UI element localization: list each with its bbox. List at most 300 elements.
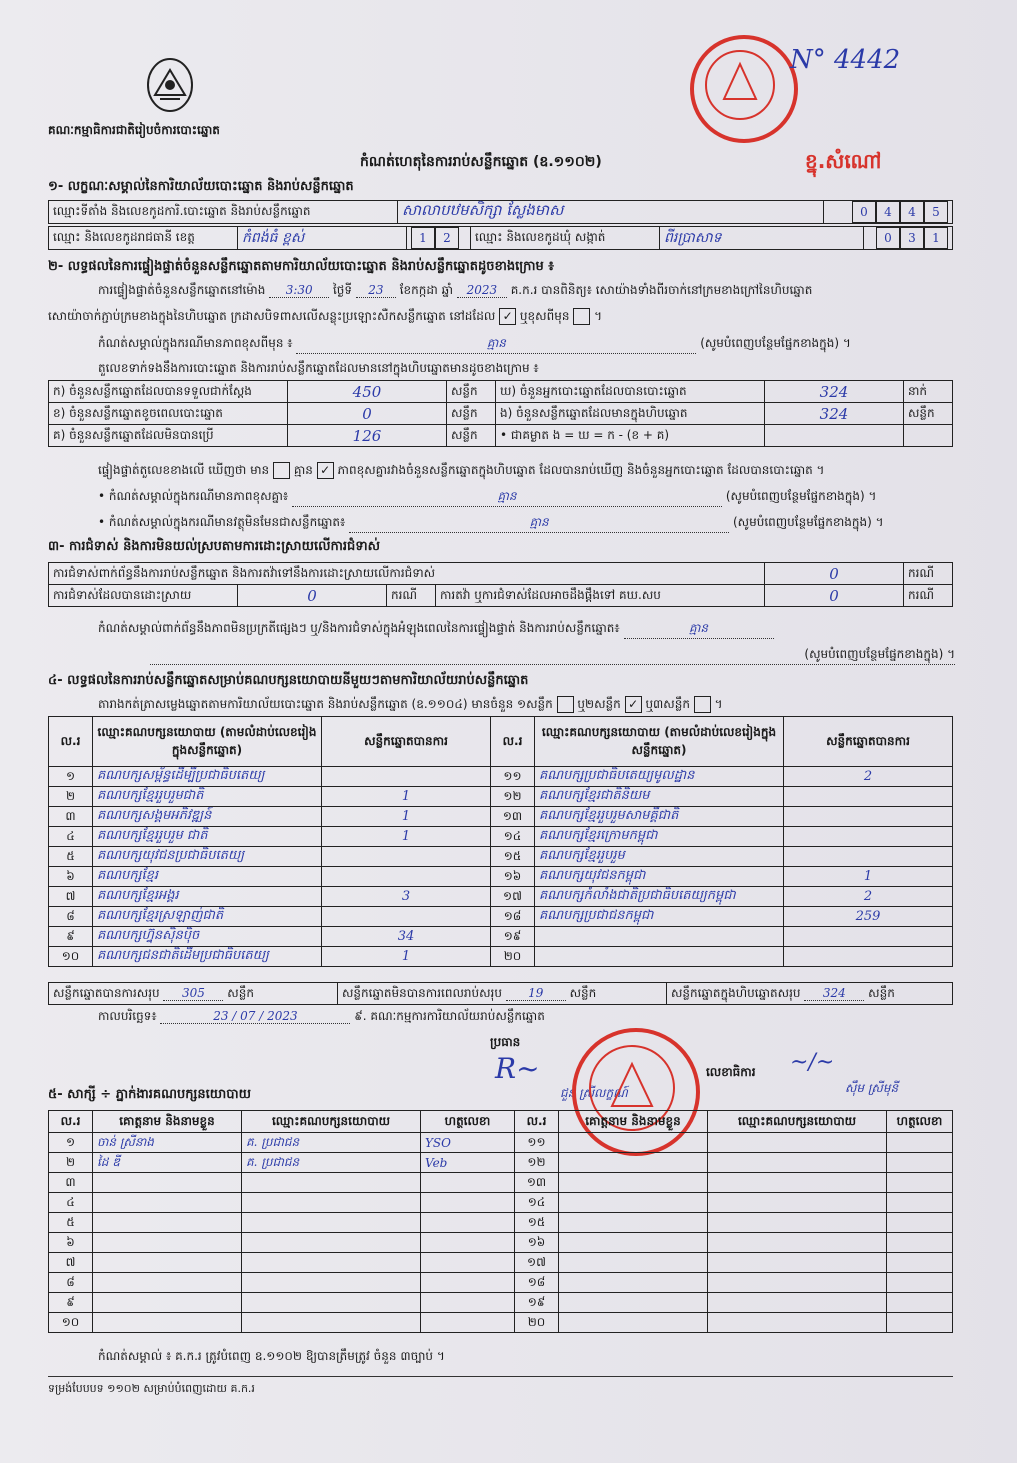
col-no-header: ល.រ bbox=[515, 1111, 559, 1133]
row-number: ១២ bbox=[491, 787, 535, 807]
row-number: ១០ bbox=[49, 947, 93, 967]
witness-name bbox=[559, 1233, 708, 1253]
bullet1-line bbox=[98, 488, 958, 507]
vote-count bbox=[784, 807, 953, 827]
note1-label: កំណត់សម្គាល់ក្នុងករណីមានភាពខុសពីមុន ៖ bbox=[98, 336, 293, 350]
s3-note-continuation bbox=[150, 646, 955, 665]
col-no-header: ល.រ bbox=[491, 717, 535, 767]
three-sheet-checkbox[interactable] bbox=[694, 696, 711, 713]
row-number: ១៨ bbox=[515, 1273, 559, 1293]
verification-day: 23 bbox=[356, 283, 396, 298]
table-row bbox=[49, 827, 953, 847]
row-number: ៥ bbox=[49, 847, 93, 867]
row-number: ១៣ bbox=[491, 807, 535, 827]
verification-year: 2023 bbox=[457, 283, 507, 298]
office-code-digit: 5 bbox=[924, 201, 948, 223]
unit-label: សន្លឹក bbox=[447, 425, 496, 447]
party-name: គណបក្សយុវជនកម្ពុជា bbox=[535, 867, 784, 887]
witness-party bbox=[708, 1133, 887, 1153]
witness-signature bbox=[887, 1273, 953, 1293]
unit-label: នាក់ bbox=[904, 381, 953, 403]
bullet2-line bbox=[98, 514, 958, 533]
witness-signature bbox=[887, 1153, 953, 1173]
figures-row bbox=[49, 381, 953, 403]
row-number: ១២ bbox=[515, 1153, 559, 1173]
witness-party bbox=[242, 1233, 421, 1253]
office-code-digit: 4 bbox=[876, 201, 900, 223]
table-row bbox=[49, 1173, 953, 1193]
witness-name: ចាន់ ស្រីនាង bbox=[93, 1133, 242, 1153]
bullet1-value: គ្មាន bbox=[292, 488, 722, 507]
party-name: គណបក្សហ្វ៊ុនស៊ិនប៉ិច bbox=[93, 927, 322, 947]
table-row bbox=[49, 1153, 953, 1173]
col-party-header: ឈ្មោះគណបក្សនយោបាយ (តាមលំដាប់លេខរៀងក្នុងសន្លឹកឆ្នោត) bbox=[535, 717, 784, 767]
table-row bbox=[49, 847, 953, 867]
figure-label: ក) ចំនួនសន្លឹកឆ្នោតដែលបានទទួលជាក់ស្តែង bbox=[49, 381, 288, 403]
unit-label: សន្លឹក bbox=[868, 985, 895, 1000]
vote-count bbox=[784, 947, 953, 967]
party-name: គណបក្សខ្មែរ bbox=[93, 867, 322, 887]
table-row bbox=[49, 1213, 953, 1233]
row-number: ២០ bbox=[515, 1313, 559, 1333]
figures-table bbox=[48, 380, 953, 447]
date-value: 23 / 07 / 2023 bbox=[160, 1009, 350, 1024]
vote-count: 259 bbox=[784, 907, 953, 927]
verification-text: ការផ្ទៀងផ្ទាត់ចំនួនសន្លឹកឆ្នោតនៅម៉ោង bbox=[98, 283, 266, 297]
witness-name bbox=[93, 1313, 242, 1333]
witness-name bbox=[559, 1153, 708, 1173]
party-name: គណបក្សសម្ព័ន្ធដើម្បីប្រជាធិបតេយ្យ bbox=[93, 767, 322, 787]
row-number: ៤ bbox=[49, 1193, 93, 1213]
witness-signature bbox=[887, 1313, 953, 1333]
note1-value: គ្មាន bbox=[296, 335, 696, 354]
witness-name bbox=[93, 1193, 242, 1213]
witness-party: គ. ប្រជាជន bbox=[242, 1153, 421, 1173]
witness-party bbox=[708, 1153, 887, 1173]
row-number: ៩ bbox=[49, 1293, 93, 1313]
witness-signature bbox=[421, 1293, 515, 1313]
party-name: គណបក្សកំលាំងជាតិប្រជាធិបតេយ្យកម្ពុជា bbox=[535, 887, 784, 907]
vote-count bbox=[784, 827, 953, 847]
seal-check-text: សោយ៉ាចាក់ភ្ជាប់ក្រមខាងក្នុងនៃហិបឆ្នោត ក្រដាសបិទពាសលើសន្លុះប្រឡោះសឺកសន្លឹកឆ្នោត នៅដដែល bbox=[48, 309, 496, 323]
witness-signature bbox=[887, 1133, 953, 1153]
unit-label: ករណី bbox=[904, 585, 953, 607]
table-row bbox=[49, 1233, 953, 1253]
office-label: ឈ្មោះទីតាំង និងលេខកូដការិ.បោះឆ្នោត និងរាប់សន្លឹកឆ្នោត bbox=[49, 201, 398, 224]
vote-count bbox=[322, 847, 491, 867]
witness-signature bbox=[887, 1233, 953, 1253]
vote-count: 1 bbox=[322, 947, 491, 967]
compare-text: ភាពខុសគ្នារវាងចំនួនសន្លឹកឆ្នោតក្នុងហិបឆ្នោត ដែលបានរាប់ឃើញ និងចំនួនអ្នកបោះឆ្នោត ដែលបានបោះឆ្នោត ។ bbox=[337, 463, 825, 477]
section1-table bbox=[48, 200, 953, 224]
figure-value: 126 bbox=[288, 425, 447, 447]
tally-sheets-line: តារាងកត់ត្រាសម្លេងឆ្នោតតាមការិយាល័យបោះឆ្នោត និងរាប់សន្លឹកឆ្នោត (ឧ.១១០៤) មានចំនួន ១សន្លឹក ឬ២សន្លឹក ✓ ឬ៣សន្លឹក ។ bbox=[98, 697, 723, 711]
compare-line bbox=[98, 462, 958, 480]
witness-name bbox=[93, 1213, 242, 1233]
appeal-label: ការតវ៉ា ឬការជំទាស់ដែលអាចដឹងផ្ដឹងទៅ គឃ.សប bbox=[436, 585, 765, 607]
table-row bbox=[49, 907, 953, 927]
party-name: គណបក្សខ្មែរស្រឡាញ់ជាតិ bbox=[93, 907, 322, 927]
total-invalid-value: 19 bbox=[506, 986, 566, 1001]
emblem-logo bbox=[135, 55, 205, 115]
col-name-header: គោត្តនាម និងនាមខ្លួន bbox=[559, 1111, 708, 1133]
witness-signature bbox=[421, 1173, 515, 1193]
total-invalid-cell bbox=[338, 983, 667, 1005]
province-code-digit: 2 bbox=[435, 227, 459, 249]
figure-label: ឃ) ចំនួនអ្នកបោះឆ្នោតដែលបានបោះឆ្នោត bbox=[496, 381, 765, 403]
party-name: គណបក្សខ្មែររួបរួម ជាតិ bbox=[93, 827, 322, 847]
witness-signature bbox=[887, 1173, 953, 1193]
witness-signature bbox=[421, 1193, 515, 1213]
section4-heading: ៤- លទ្ធផលនៃការរាប់សន្លឹកឆ្នោតសម្រាប់គណបក្សនយោបាយនីមួយៗតាមការិយាល័យរាប់សន្លឹកឆ្នោត bbox=[48, 673, 529, 688]
witness-name bbox=[93, 1253, 242, 1273]
two-sheet-checkbox[interactable]: ✓ bbox=[625, 696, 642, 713]
vote-count: 1 bbox=[322, 807, 491, 827]
party-name: គណបក្សខ្មែរអង្គរ bbox=[93, 887, 322, 907]
figure-label: ង) ចំនួនសន្លឹកឆ្នោតដែលមានក្នុងហិបឆ្នោត bbox=[496, 403, 765, 425]
row-number: ២ bbox=[49, 787, 93, 807]
commune-label: ឈ្មោះ និងលេខកូដឃុំ សង្កាត់ bbox=[471, 227, 660, 250]
row-number: ១៣ bbox=[515, 1173, 559, 1193]
party-name: គណបក្សខ្មែររួបរួមសាមគ្គីជាតិ bbox=[535, 807, 784, 827]
resolved-label: ការជំទាស់ដែលបានដោះស្រាយ bbox=[49, 585, 238, 607]
note1-line bbox=[98, 335, 958, 354]
fill-hint: (សូមបំពេញបន្ថែមផ្នែកខាងក្នុង) ។ bbox=[732, 515, 884, 529]
office-code-digit: 0 bbox=[852, 201, 876, 223]
commune-code-digit: 1 bbox=[924, 227, 948, 249]
row-number: ១០ bbox=[49, 1313, 93, 1333]
fill-hint: (សូមបំពេញបន្ថែមផ្នែកខាងក្នុង) ។ bbox=[725, 489, 877, 503]
row-number: ១៦ bbox=[515, 1233, 559, 1253]
witness-name bbox=[559, 1173, 708, 1193]
footer-divider bbox=[48, 1376, 953, 1377]
vote-count bbox=[784, 847, 953, 867]
commune-value: ពីរប្រាសាទ bbox=[660, 227, 864, 250]
col-no-header: ល.រ bbox=[49, 1111, 93, 1133]
page-title: កំណត់ហេតុនៃការរាប់សន្លឹកឆ្នោត (ឧ.១១០២) bbox=[360, 154, 602, 170]
figures-intro: តួលេខទាក់ទងនឹងការបោះឆ្នោត និងការរាប់សន្លឹកឆ្នោតដែលមាននៅក្នុងហិបឆ្នោតមានដូចខាងក្រោម ៖ bbox=[98, 361, 539, 375]
table-row bbox=[49, 787, 953, 807]
row-number: ១៩ bbox=[515, 1293, 559, 1313]
table-row bbox=[49, 1273, 953, 1293]
witness-name bbox=[559, 1133, 708, 1153]
witness-signature bbox=[887, 1193, 953, 1213]
row-number: ១៨ bbox=[491, 907, 535, 927]
table-row bbox=[49, 947, 953, 967]
vote-count bbox=[784, 787, 953, 807]
tally-sheets-text: តារាងកត់ត្រាសម្លេងឆ្នោតតាមការិយាល័យបោះឆ្នោត និងរាប់សន្លឹកឆ្នោត (ឧ.១១០៤) មានចំនួន ១សន្លឹក bbox=[98, 697, 553, 711]
bullet2-label: • កំណត់សម្គាល់ក្នុងករណីមានវត្ថុមិនមែនជាសន្លឹកឆ្នោត៖ bbox=[98, 515, 346, 529]
witness-party bbox=[708, 1213, 887, 1233]
total-box-cell bbox=[667, 983, 953, 1005]
figure-value: 450 bbox=[288, 381, 447, 403]
witness-signature bbox=[421, 1313, 515, 1333]
witness-name bbox=[93, 1273, 242, 1293]
witness-signature bbox=[421, 1233, 515, 1253]
objections-row1-value: 0 bbox=[765, 563, 904, 585]
vote-count bbox=[322, 867, 491, 887]
witness-party bbox=[242, 1213, 421, 1233]
damaged-checkbox[interactable] bbox=[573, 308, 590, 325]
s3-note-label: កំណត់សម្គាល់ពាក់ព័ន្ធនឹងភាពមិនប្រក្រតីផ្សេងៗ ឬ/និងការជំទាស់ក្នុងអំឡុងពេលនៃការផ្ទៀងផ្ទាត់ និងការរាប់សន្លឹកឆ្នោត៖ bbox=[98, 621, 620, 635]
s3-note-value: គ្មាន bbox=[624, 620, 774, 639]
table-row bbox=[49, 1313, 953, 1333]
fill-hint: (សូមបំពេញបន្ថែមផ្នែកខាងក្នុង) ។ bbox=[700, 336, 851, 350]
row-number: ១១ bbox=[515, 1133, 559, 1153]
witness-name bbox=[559, 1293, 708, 1313]
witness-table bbox=[48, 1110, 953, 1333]
party-name bbox=[535, 947, 784, 967]
col-name-header: គោត្តនាម និងនាមខ្លួន bbox=[93, 1111, 242, 1133]
resolved-value: 0 bbox=[238, 585, 387, 607]
fill-hint: (សូមបំពេញបន្ថែមផ្នែកខាងក្នុង) ។ bbox=[804, 647, 955, 661]
total-valid-value: 305 bbox=[163, 986, 223, 1001]
party-name bbox=[535, 927, 784, 947]
witness-party bbox=[708, 1273, 887, 1293]
party-name: គណបក្សខ្មែររួបរួមជាតិ bbox=[93, 787, 322, 807]
row-number: ២០ bbox=[491, 947, 535, 967]
unit-label: សន្លឹក bbox=[447, 403, 496, 425]
unit-label: ករណី bbox=[387, 585, 436, 607]
witness-party bbox=[708, 1233, 887, 1253]
table-row bbox=[49, 1293, 953, 1313]
verification-text: ខែកក្កដា ឆ្នាំ bbox=[399, 283, 454, 297]
table-row bbox=[49, 767, 953, 787]
table-row bbox=[49, 1253, 953, 1273]
row-number: ១ bbox=[49, 1133, 93, 1153]
row-number: ១៦ bbox=[491, 867, 535, 887]
org-name: គណៈកម្មាធិការជាតិរៀបចំការបោះឆ្នោត bbox=[48, 123, 220, 137]
totals-table bbox=[48, 982, 953, 1005]
col-sign-header: ហត្ថលេខា bbox=[421, 1111, 515, 1133]
compare-text: ផ្ទៀងផ្ទាត់តួលេខខាងលើ ឃើញថា មាន bbox=[98, 463, 270, 477]
row-number: ១៧ bbox=[515, 1253, 559, 1273]
row-number: ៣ bbox=[49, 807, 93, 827]
official-seal-stamp bbox=[690, 35, 798, 143]
col-votes-header: សន្លឹកឆ្នោតបានការ bbox=[784, 717, 953, 767]
figure-value: 324 bbox=[765, 403, 904, 425]
row-number: ៩ bbox=[49, 927, 93, 947]
table-row bbox=[49, 927, 953, 947]
stamp-label: ខ្នុ.សំណៅ bbox=[805, 149, 882, 173]
party-name: គណបក្សប្រជាជនកម្ពុជា bbox=[535, 907, 784, 927]
verification-line bbox=[98, 282, 958, 300]
section1-heading: ១- លក្ខណៈសម្គាល់នៃការិយាល័យបោះឆ្នោត និងរាប់សន្លឹកឆ្នោត bbox=[48, 179, 354, 194]
bullet2-value: គ្មាន bbox=[349, 514, 729, 533]
figure-value: 0 bbox=[288, 403, 447, 425]
row-number: ៣ bbox=[49, 1173, 93, 1193]
witness-name bbox=[93, 1293, 242, 1313]
unit-label: ករណី bbox=[904, 563, 953, 585]
witness-party: គ. ប្រជាជន bbox=[242, 1133, 421, 1153]
witness-party bbox=[242, 1173, 421, 1193]
witness-signature: YSO bbox=[421, 1133, 515, 1153]
secretary-signature: ~/~ bbox=[790, 1050, 835, 1075]
difference-no-checkbox[interactable]: ✓ bbox=[317, 462, 334, 479]
col-sign-header: ហត្ថលេខា bbox=[887, 1111, 953, 1133]
table-row bbox=[49, 1133, 953, 1153]
footnote: កំណត់សម្គាល់ ៖ គ.ក.រ ត្រូវបំពេញ ឧ.១១០២ ឱ្យបានត្រឹមត្រូវ ចំនួន ៣ច្បាប់ ។ bbox=[98, 1349, 445, 1363]
party-name: គណបក្សសង្គមអភិវឌ្ឍន៍ bbox=[93, 807, 322, 827]
secretary-label: លេខាធិការ bbox=[706, 1065, 756, 1079]
vote-count: 2 bbox=[784, 887, 953, 907]
section3-heading: ៣- ការជំទាស់ និងការមិនយល់ស្របតាមការដោះស្រាយលើការជំទាស់ bbox=[48, 539, 380, 554]
compare-none-label: គ្មាន bbox=[293, 463, 313, 477]
date-line bbox=[98, 1008, 545, 1026]
section2-heading: ២- លទ្ធផលនៃការផ្ទៀងផ្ទាត់ចំនួនសន្លឹកឆ្នោតតាមការិយាល័យបោះឆ្នោត និងរាប់សន្លឹកឆ្នោតដូចខាងក្រោម ៖ bbox=[48, 259, 554, 274]
unit-label: សន្លឹក bbox=[447, 381, 496, 403]
witness-party bbox=[708, 1253, 887, 1273]
total-box-value: 324 bbox=[804, 986, 864, 1001]
witness-name bbox=[93, 1173, 242, 1193]
commune-code-digit: 0 bbox=[876, 227, 900, 249]
witness-signature bbox=[421, 1273, 515, 1293]
row-number: ១៩ bbox=[491, 927, 535, 947]
party-name: គណបក្សខ្មែរជាតិនិយម bbox=[535, 787, 784, 807]
table-row bbox=[49, 807, 953, 827]
witness-party bbox=[242, 1293, 421, 1313]
witness-party bbox=[242, 1193, 421, 1213]
vote-count: 1 bbox=[784, 867, 953, 887]
row-number: ១៤ bbox=[491, 827, 535, 847]
row-number: ១៧ bbox=[491, 887, 535, 907]
witness-name bbox=[559, 1253, 708, 1273]
witness-name bbox=[93, 1233, 242, 1253]
verification-text: ថ្ងៃទី bbox=[333, 283, 353, 297]
province-label: ឈ្មោះ និងលេខកូដរាជធានី ខេត្ត bbox=[49, 227, 238, 250]
row-number: ៧ bbox=[49, 1253, 93, 1273]
row-number: ៦ bbox=[49, 867, 93, 887]
row-number: ៨ bbox=[49, 1273, 93, 1293]
total-valid-label: សន្លឹកឆ្នោតបានការសរុប bbox=[53, 985, 160, 1000]
witness-name bbox=[559, 1213, 708, 1233]
party-name: គណបក្សខ្មែររួបរួម bbox=[535, 847, 784, 867]
intact-checkbox[interactable]: ✓ bbox=[499, 308, 516, 325]
witness-party bbox=[242, 1273, 421, 1293]
chair-name: ជួន ស្រីលក្ខណ៍ bbox=[560, 1086, 628, 1100]
unit-label: សន្លឹក bbox=[904, 403, 953, 425]
witness-signature bbox=[421, 1253, 515, 1273]
verification-text: គ.ក.រ បានពិនិត្យ៖ សោយ៉ាងទាំងពីរចាក់នៅក្រមខាងក្រៅនៃហិបឆ្នោត bbox=[510, 283, 813, 297]
witness-signature: Veb bbox=[421, 1153, 515, 1173]
vote-count: 34 bbox=[322, 927, 491, 947]
committee-label: ៩. គណៈកម្មការការិយាល័យរាប់សន្លឹកឆ្នោត bbox=[354, 1009, 545, 1023]
col-party-header: ឈ្មោះគណបក្សនយោបាយ bbox=[242, 1111, 421, 1133]
witness-party bbox=[242, 1313, 421, 1333]
row-number: ៥ bbox=[49, 1213, 93, 1233]
appeal-value: 0 bbox=[765, 585, 904, 607]
province-value: កំពង់ធំ ខ្ពស់ bbox=[238, 227, 407, 250]
unit-label: សន្លឹក bbox=[227, 985, 254, 1000]
witness-name: ដៃ ឌី bbox=[93, 1153, 242, 1173]
witness-signature bbox=[887, 1213, 953, 1233]
row-number: ៦ bbox=[49, 1233, 93, 1253]
office-code-digit: 4 bbox=[900, 201, 924, 223]
seal-check-line: សោយ៉ាចាក់ភ្ជាប់ក្រមខាងក្នុងនៃហិបឆ្នោត ក្រដាសបិទពាសលើសន្លុះប្រឡោះសឺកសន្លឹកឆ្នោត នៅដដែល ✓ ឬខុសពីមុន ។ bbox=[48, 309, 602, 323]
figures-row bbox=[49, 425, 953, 447]
total-box-label: សន្លឹកឆ្នោតក្នុងហិបឆ្នោតសរុប bbox=[671, 985, 801, 1000]
col-party-header: ឈ្មោះគណបក្សនយោបាយ (តាមលំដាប់លេខរៀងក្នុងសន្លឹកឆ្នោត) bbox=[93, 717, 322, 767]
results-table bbox=[48, 716, 953, 967]
figures-row bbox=[49, 403, 953, 425]
witness-signature bbox=[421, 1213, 515, 1233]
row-number: ១៤ bbox=[515, 1193, 559, 1213]
objections-row1-label: ការជំទាស់ពាក់ព័ន្ធនឹងការរាប់សន្លឹកឆ្នោត និងការតវ៉ាទៅនឹងការដោះស្រាយលើការជំទាស់ bbox=[49, 563, 765, 585]
figure-label: គ) ចំនួនសន្លឹកឆ្នោតដែលមិនបានប្រើ bbox=[49, 425, 288, 447]
vote-count bbox=[322, 907, 491, 927]
vote-count: 1 bbox=[322, 827, 491, 847]
figure-value: 324 bbox=[765, 381, 904, 403]
table-row bbox=[49, 887, 953, 907]
damaged-label: ឬខុសពីមុន bbox=[519, 309, 570, 323]
table-row bbox=[49, 867, 953, 887]
one-sheet-checkbox[interactable] bbox=[557, 696, 574, 713]
witness-party bbox=[708, 1173, 887, 1193]
row-number: ៤ bbox=[49, 827, 93, 847]
province-code-digit: 1 bbox=[411, 227, 435, 249]
office-value: សាលាបឋមសិក្សា ស្លែងមាស bbox=[398, 201, 824, 224]
total-valid-cell bbox=[49, 983, 338, 1005]
row-number: ១ bbox=[49, 767, 93, 787]
witness-signature bbox=[887, 1293, 953, 1313]
vote-count: 1 bbox=[322, 787, 491, 807]
secretary-name: ស៊ឹម ស្រីមុនី bbox=[845, 1081, 899, 1095]
witness-signature bbox=[887, 1253, 953, 1273]
col-party-header: ឈ្មោះគណបក្សនយោបាយ bbox=[708, 1111, 887, 1133]
witness-party bbox=[708, 1193, 887, 1213]
party-name: គណបក្សយុវជនប្រជាធិបតេយ្យ bbox=[93, 847, 322, 867]
row-number: ១៥ bbox=[491, 847, 535, 867]
row-number: ២ bbox=[49, 1153, 93, 1173]
witness-party bbox=[708, 1313, 887, 1333]
vote-count bbox=[784, 927, 953, 947]
chair-signature: R~ bbox=[495, 1052, 540, 1085]
vote-count: 2 bbox=[784, 767, 953, 787]
row-number: ១១ bbox=[491, 767, 535, 787]
row-number: ៧ bbox=[49, 887, 93, 907]
s3-note-line bbox=[98, 620, 958, 639]
date-label: កាលបរិច្ឆេទ៖ bbox=[98, 1009, 157, 1023]
unit-label: សន្លឹក bbox=[569, 985, 597, 1000]
party-name: គណបក្សខ្មែរក្រោមកម្ពុជា bbox=[535, 827, 784, 847]
three-sheet-label: ឬ៣សន្លឹក bbox=[645, 697, 690, 711]
party-name: គណបក្សប្រជាធិបតេយ្យមូលដ្ឋាន bbox=[535, 767, 784, 787]
difference-yes-checkbox[interactable] bbox=[273, 462, 290, 479]
col-votes-header: សន្លឹកឆ្នោតបានការ bbox=[322, 717, 491, 767]
row-number: ៨ bbox=[49, 907, 93, 927]
chair-label: ប្រធាន bbox=[490, 1035, 521, 1049]
verification-time: 3:30 bbox=[269, 283, 329, 298]
col-no-header: ល.រ bbox=[49, 717, 93, 767]
party-name: គណបក្សជនជាតិដើមប្រជាធិបតេយ្យ bbox=[93, 947, 322, 967]
row-number: ១៥ bbox=[515, 1213, 559, 1233]
figure-value bbox=[765, 425, 904, 447]
section1-table-row2 bbox=[48, 226, 953, 250]
witness-party bbox=[242, 1253, 421, 1273]
figure-label: • ជាគម្ងាត ង = ឃ = ក - (ខ + គ) bbox=[496, 425, 765, 447]
witness-name bbox=[559, 1273, 708, 1293]
form-footer: ទម្រង់បែបបទ ១១០២ សម្រាប់បំពេញដោយ គ.ក.រ bbox=[48, 1382, 255, 1395]
table-row bbox=[49, 1193, 953, 1213]
section5-heading: ៥- សាក្សី ÷ ភ្នាក់ងារគណបក្សនយោបាយ bbox=[48, 1087, 251, 1102]
witness-party bbox=[708, 1293, 887, 1313]
total-invalid-label: សន្លឹកឆ្នោតមិនបានការពេលរាប់សរុប bbox=[342, 985, 502, 1000]
bullet1-label: • កំណត់សម្គាល់ក្នុងករណីមានភាពខុសគ្នា៖ bbox=[98, 489, 289, 503]
objections-table bbox=[48, 562, 953, 607]
unit-label bbox=[904, 425, 953, 447]
handwritten-ref: N° 4442 bbox=[790, 45, 901, 75]
figure-label: ខ) ចំនួនសន្លឹកឆ្នោតខូចពេលបោះឆ្នោត bbox=[49, 403, 288, 425]
